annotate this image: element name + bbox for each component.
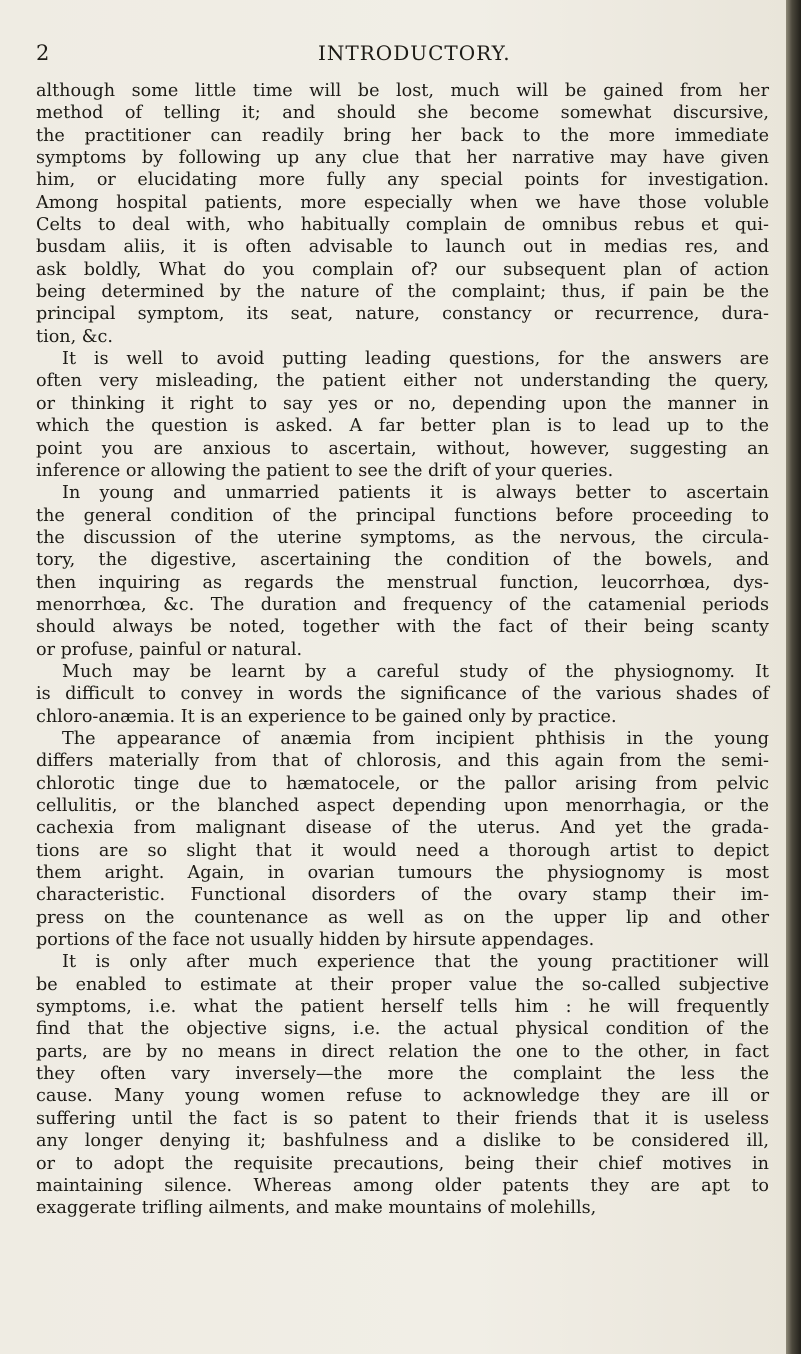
text-line: or thinking it right to say yes or no, depending upon the manner in — [36, 393, 769, 414]
text-line: or profuse, painful or natural. — [36, 639, 303, 660]
body-text — [36, 80, 769, 1220]
text-line: then inquiring as regards the menstrual function, leucorrhœa, dys- — [36, 572, 769, 593]
text-line: cachexia from malignant disease of the uterus. And yet the grada- — [36, 818, 769, 839]
text-line: them aright. Again, in ovarian tumours the physiognomy is most — [36, 863, 769, 884]
text-line: characteristic. Functional disorders of the ovary stamp their im- — [36, 885, 769, 906]
text-line: Among hospital patients, more especially when we have those voluble — [36, 192, 769, 213]
text-line: should always be noted, together with the fact of their being scanty — [36, 617, 769, 638]
text-line: find that the objective signs, i.e. the actual physical condition of the — [36, 1019, 769, 1040]
text-line: symptoms by following up any clue that her narrative may have given — [36, 148, 769, 169]
text-line: In young and unmarried patients it is always better to ascertain — [62, 483, 769, 504]
text-line: although some little time will be lost, much will be gained from her — [36, 81, 769, 101]
text-line: tory, the digestive, ascertaining the condition of the bowels, and — [36, 550, 769, 571]
text-line: or to adopt the requisite precautions, being their chief motives in — [36, 1153, 769, 1174]
text-line: the general condition of the principal functions before proceeding to — [36, 505, 769, 526]
text-line: point you are anxious to ascertain, without, however, suggesting an — [36, 438, 769, 459]
text-line: The appearance of anæmia from incipient phthisis in the young — [62, 728, 769, 749]
text-line: maintaining silence. Whereas among older patents they are apt to — [36, 1175, 769, 1196]
text-line: any longer denying it; bashfulness and a dislike to be considered ill, — [36, 1131, 769, 1152]
page-number: 2 — [36, 41, 50, 65]
text-line: is difficult to convey in words the significance of the various shades of — [36, 684, 769, 705]
text-line: It is only after much experience that the young practitioner will — [62, 952, 769, 973]
text-line: ask boldly, What do you complain of? our subsequent plan of action — [36, 259, 769, 280]
text-line: menorrhœa, &c. The duration and frequency of the catamenial periods — [36, 594, 769, 615]
text-line: busdam aliis, it is often advisable to launch out in medias res, and — [36, 237, 769, 258]
page-header — [0, 38, 786, 68]
text-line: chloro-anæmia. It is an experience to be gained only by practice. — [36, 706, 617, 727]
text-line: Much may be learnt by a careful study of the physiognomy. It — [62, 661, 769, 682]
text-line: suffering until the fact is so patent to their friends that it is useless — [36, 1108, 769, 1129]
text-line: differs materially from that of chlorosis, and this again from the semi- — [36, 751, 769, 772]
text-line: cause. Many young women refuse to acknowledge they are ill or — [36, 1086, 769, 1107]
text-line: inference or allowing the patient to see the drift of your queries. — [36, 460, 614, 481]
text-line: be enabled to estimate at their proper value the so-called subjective — [36, 974, 769, 995]
text-line: him, or elucidating more fully any special points for investigation. — [36, 170, 769, 191]
text-line: portions of the face not usually hidden by hirsute appendages. — [36, 930, 595, 951]
text-line: the discussion of the uterine symptoms, as the nervous, the circula- — [36, 527, 769, 548]
text-line: being determined by the nature of the complaint; thus, if pain be the — [36, 282, 769, 303]
text-line: press on the countenance as well as on the upper lip and other — [36, 907, 769, 928]
text-line: tion, &c. — [36, 326, 113, 347]
text-line: symptoms, i.e. what the patient herself tells him : he will frequently — [36, 997, 769, 1018]
text-line: cellulitis, or the blanched aspect depending upon menorrhagia, or the — [36, 796, 769, 816]
text-line: which the question is asked. A far better plan is to lead up to the — [36, 416, 769, 437]
text-line: method of telling it; and should she become somewhat discursive, — [36, 103, 769, 124]
text-line: chlorotic tinge due to hæmatocele, or the pallor arising from pelvic — [36, 773, 769, 794]
text-line: exaggerate trifling ailments, and make mountains of molehills, — [36, 1198, 597, 1219]
text-line: the practitioner can readily bring her back to the more immediate — [36, 125, 769, 146]
text-line: It is well to avoid putting leading questions, for the answers are — [62, 349, 769, 370]
text-line: parts, are by no means in direct relation the one to the other, in fact — [36, 1041, 769, 1062]
text-line: tions are so slight that it would need a thorough artist to depict — [36, 840, 769, 861]
book-spine-shadow — [786, 0, 801, 1354]
text-line: Celts to deal with, who habitually complain de omnibus rebus et qui- — [36, 215, 769, 236]
text-line: they often vary inversely—the more the complaint the less the — [36, 1064, 769, 1085]
running-head: INTRODUCTORY. — [318, 41, 511, 65]
text-line: often very misleading, the patient either not understanding the query, — [36, 371, 769, 392]
text-line: principal symptom, its seat, nature, constancy or recurrence, dura- — [36, 304, 769, 325]
